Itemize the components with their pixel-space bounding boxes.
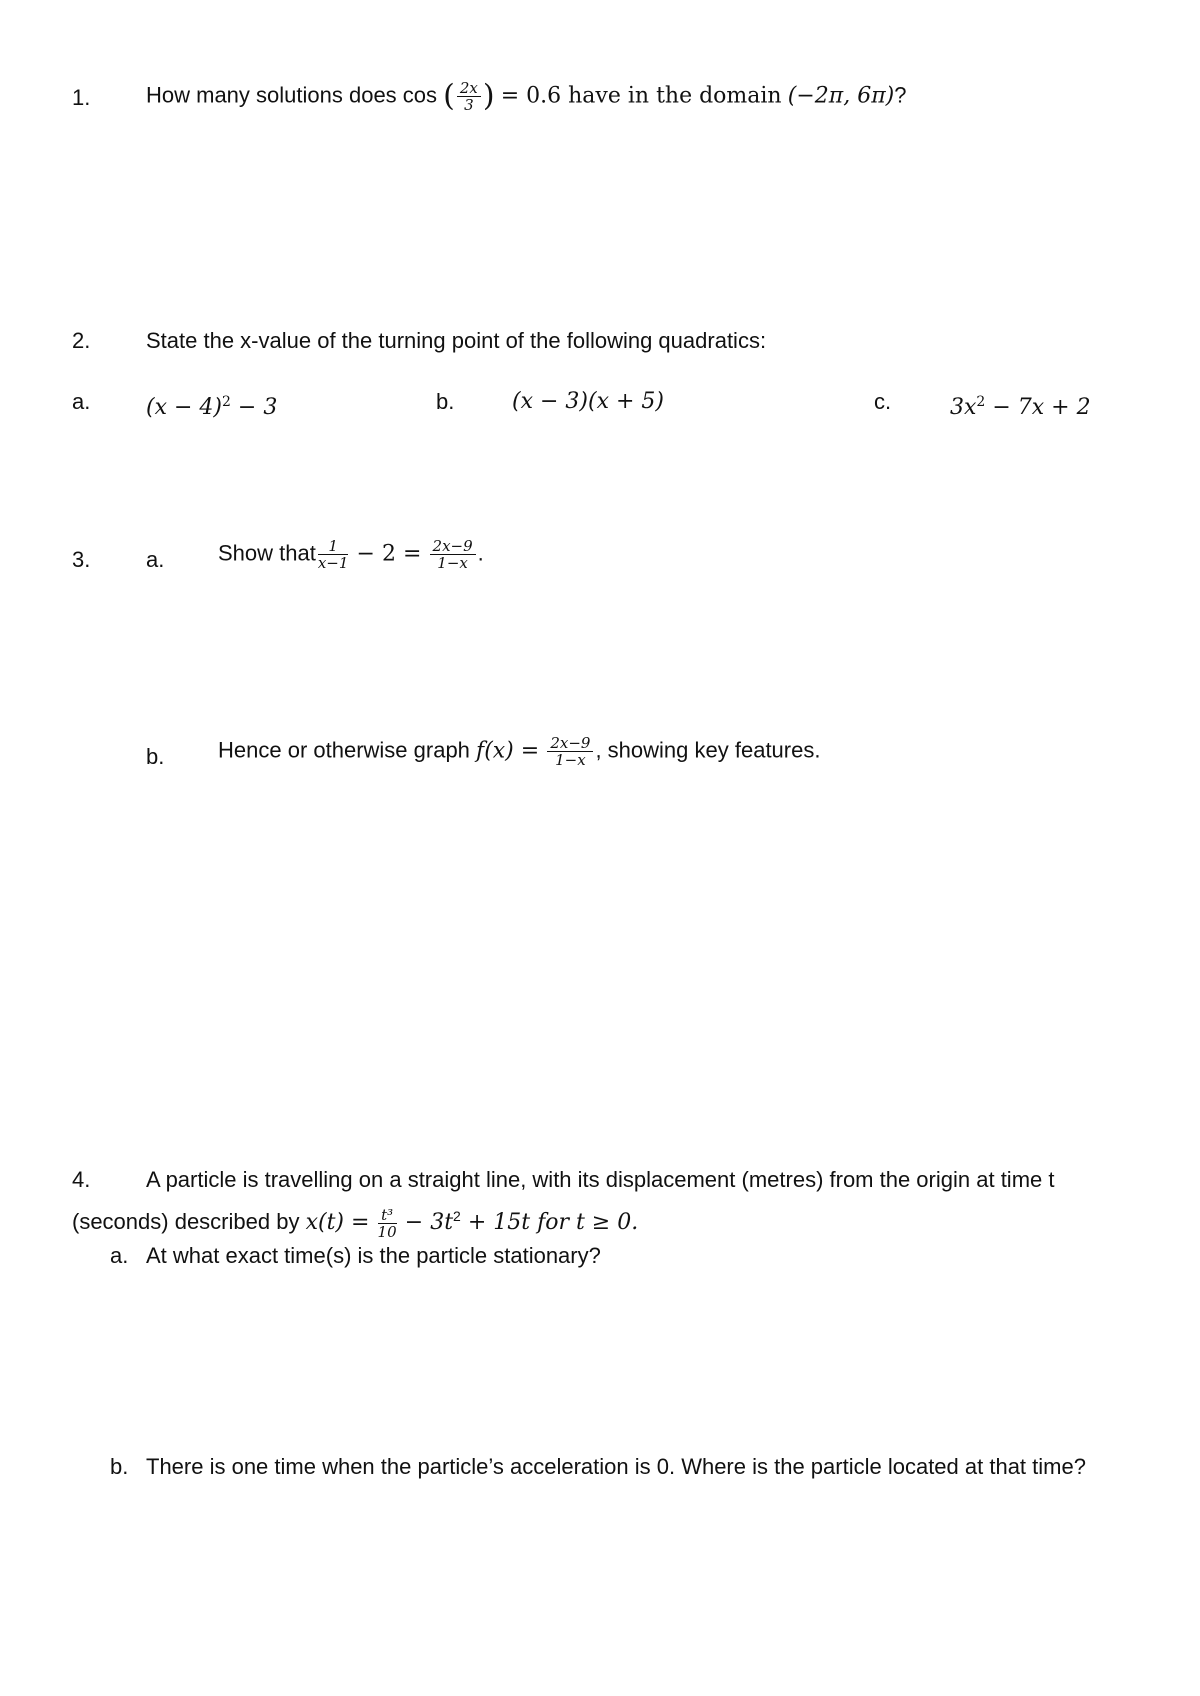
displacement-fraction <box>378 1207 397 1240</box>
instruction-text: Show that <box>218 540 316 566</box>
fraction-denominator: 10 <box>377 1222 397 1241</box>
part-c-label: c. <box>874 389 892 414</box>
part-b-expression: (x − 3)(x + 5) <box>512 389 664 414</box>
part-a-expression <box>146 388 277 422</box>
exponent: 2 <box>976 394 986 410</box>
question-prompt: State the x-value of the turning point of the following quadratics: <box>146 328 767 353</box>
expr-base: 3x <box>950 395 977 420</box>
fraction-numerator: 2x−9 <box>430 538 476 555</box>
right-paren: ) <box>482 78 495 114</box>
fraction-denominator: 1−x <box>437 554 468 572</box>
part-a-label: a. <box>110 1243 129 1268</box>
part-a-text: At what exact time(s) is the particle stationary? <box>146 1243 601 1268</box>
equation-rest: = 0.6 have in the domain <box>500 83 782 109</box>
question-line-2 <box>72 1202 638 1240</box>
fraction <box>457 80 481 113</box>
left-paren: ( <box>443 78 455 114</box>
fraction-denominator: 3 <box>464 96 474 114</box>
period: . <box>477 540 484 566</box>
function-fraction <box>547 735 593 768</box>
fraction-denominator: 1−x <box>555 751 586 769</box>
question-number: 2. <box>72 328 91 353</box>
expr-base: (x − 4) <box>146 395 222 420</box>
part-a-label: a. <box>72 389 91 414</box>
question-text-before: How many solutions does cos <box>146 82 438 108</box>
question-mark: ? <box>894 82 907 108</box>
line-2-text: (seconds) described by <box>72 1209 300 1234</box>
question-line-1: A particle is travelling on a straight line, with its displacement (metres) from the origin at time t <box>146 1167 1055 1192</box>
question-number: 4. <box>72 1167 91 1192</box>
expr-rest: − 3 <box>230 395 278 420</box>
fraction-numerator: t³ <box>378 1207 397 1224</box>
fraction-two <box>430 538 476 571</box>
function-lhs: f(x) = <box>476 738 540 764</box>
fraction-one <box>318 538 349 571</box>
question-number: 1. <box>72 85 91 110</box>
part-b-label: b. <box>146 744 165 769</box>
instruction-end: , showing key features. <box>595 737 821 763</box>
fraction-numerator: 1 <box>318 538 349 555</box>
question-text <box>146 80 906 113</box>
part-c-expression <box>950 388 1091 422</box>
part-b-label: b. <box>436 389 455 414</box>
domain-interval: (−2π, 6π) <box>787 83 895 109</box>
displacement-lhs: x(t) = <box>305 1210 370 1235</box>
displacement-rest: + 15t for t ≥ 0. <box>460 1210 639 1235</box>
expr-rest: − 7x + 2 <box>985 395 1091 420</box>
part-a-text <box>218 538 484 571</box>
displacement-term: − 3t <box>404 1210 454 1235</box>
instruction-text: Hence or otherwise graph <box>218 737 470 763</box>
exponent: 2 <box>453 1208 461 1224</box>
part-b-text <box>218 735 820 768</box>
part-b-text: There is one time when the particle’s acceleration is 0. Where is the particle located at that time? <box>146 1454 1086 1479</box>
fraction-denominator: x−1 <box>317 554 349 572</box>
part-b-label: b. <box>110 1454 129 1479</box>
question-number: 3. <box>72 547 91 572</box>
fraction-numerator: 2x−9 <box>547 735 593 752</box>
fraction-numerator: 2x <box>457 80 481 97</box>
exponent: 2 <box>222 394 231 410</box>
part-a-label: a. <box>146 547 165 572</box>
equation-middle: − 2 = <box>356 541 422 567</box>
